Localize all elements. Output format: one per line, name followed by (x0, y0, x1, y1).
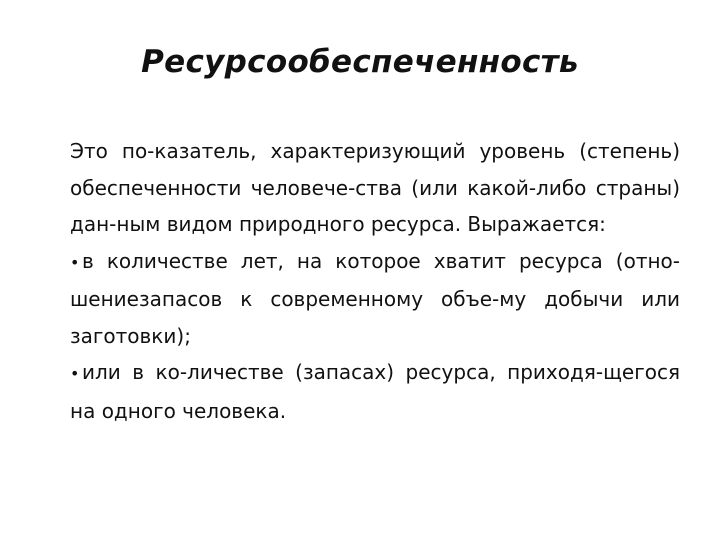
bullet-item-per-capita (70, 354, 680, 429)
bullet-text: или в ко-личестве (запасах) ресурса, приходя-щегося на одного человека. (70, 360, 680, 423)
intro-paragraph: Это по-казатель, характеризующий уровень (степень) обеспеченности человече-ства (или какой-либо страны) дан-ным видом природного ресурса. Выражается: (70, 139, 680, 236)
slide-title: Ресурсообеспеченность (141, 44, 579, 80)
slide-body (70, 133, 680, 429)
bullet-icon: • (70, 252, 80, 272)
bullet-icon: • (70, 364, 80, 383)
bullet-text: в количестве лет, на которое хватит ресурса (отно-шениезапасов к современному объе-му добычи или заготовки); (70, 248, 680, 348)
bullet-item-years (70, 243, 680, 355)
